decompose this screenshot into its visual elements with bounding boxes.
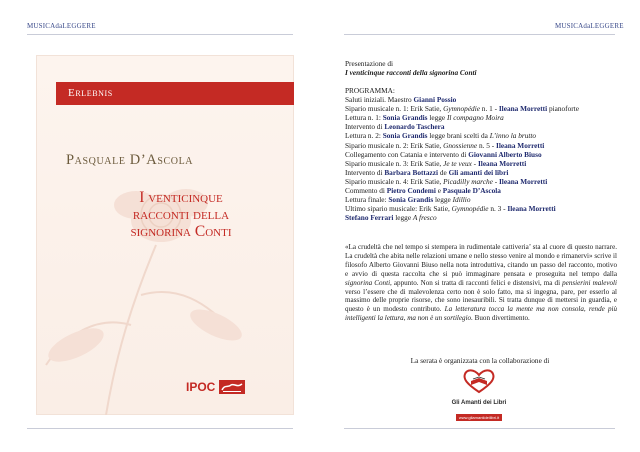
program-item-text: Ileana Morretti: [498, 176, 548, 186]
program-item: [345, 141, 615, 150]
program-item-text: Sonia Grandis: [382, 113, 428, 123]
program-item-text: Sipario musicale n. 3: Erik Satie,: [345, 158, 444, 168]
program-item-text: Pasquale D’Ascola: [442, 186, 501, 196]
program-item-text: Gymnopédie: [443, 104, 480, 114]
program-item-text: legge: [433, 195, 453, 205]
program-item-text: Ileana Morretti: [507, 204, 556, 214]
program-item-text: Ileana Morretti: [498, 104, 548, 114]
program-item-text: Pietro Condemi: [386, 186, 436, 196]
program-item-text: Ultimo sipario musicale: Erik Satie,: [345, 204, 452, 214]
program-item-text: Barbara Bottazzi: [384, 167, 439, 177]
program-item-text: Gymnopédie: [451, 204, 489, 214]
intro-heading: [345, 59, 615, 77]
program-item: [345, 113, 615, 122]
program-item-text: Il compagno Moira: [446, 113, 504, 123]
cover-title-line: I venticinque: [139, 189, 223, 206]
publisher-name: IPOC: [186, 380, 216, 394]
program-item-text: Sipario musicale n. 4: Erik Satie,: [345, 176, 444, 186]
program-heading: PROGRAMMA:: [345, 86, 395, 95]
quote-text: La letteratura tocca la mente ma non consola, rende più intelligenti la lettura, ma non è un sortilegio.: [345, 305, 618, 323]
program-item: [345, 159, 615, 168]
program-item-text: -: [492, 176, 499, 186]
program-item-text: n. 5 -: [477, 140, 497, 150]
program-item-text: Saluti iniziali. Maestro: [345, 95, 414, 105]
program-item: [345, 195, 615, 204]
program-item-text: Sonia Grandis: [382, 131, 428, 141]
program-item-text: Ileana Morretti: [477, 158, 527, 168]
header-rule-left: [27, 34, 293, 35]
program-item-text: legge: [427, 113, 447, 123]
program-item-text: Gianni Possio: [413, 95, 457, 105]
quote-text: signorina Conti: [345, 278, 391, 287]
program-item-text: n. 3 -: [488, 204, 508, 214]
footer-rule-left: [27, 428, 293, 429]
program-item-text: Lettura finale:: [345, 195, 389, 205]
program-item: [345, 95, 615, 104]
cover-title-line: racconti della: [132, 206, 230, 223]
program-item-text: legge brani scelti da: [427, 131, 490, 141]
cover-author: Pasquale D’Ascola: [66, 152, 194, 168]
program-item: [345, 213, 615, 222]
publisher-block: [186, 380, 245, 394]
program-item-text: Leonardo Taschera: [384, 122, 445, 132]
quote-paragraph: [345, 243, 617, 323]
header-rule-right: [344, 34, 615, 35]
book-cover: [36, 55, 294, 415]
cover-title: [76, 189, 286, 240]
cover-title-line: signorina Conti: [130, 223, 232, 240]
cover-series-label: Erlebnis: [68, 87, 113, 99]
quote-text: pensierini malevoli: [562, 278, 617, 287]
program-item: [345, 204, 615, 213]
program-item: [345, 186, 615, 195]
program-item-text: Picadilly marche: [443, 176, 493, 186]
program-item: [345, 177, 615, 186]
program-item-text: A fresco: [412, 213, 437, 223]
publisher-logo-icon: [219, 380, 245, 394]
partner-name: Gli Amanti dei Libri: [451, 400, 507, 406]
header-brand-left: MUSICAdaLEGGERE: [27, 22, 96, 30]
program-item-text: Commento di: [345, 186, 387, 196]
program-item: [345, 122, 615, 131]
header-brand-right: MUSICAdaLEGGERE: [555, 22, 624, 30]
heart-books-icon: [461, 368, 497, 394]
program-item-text: legge: [393, 213, 413, 223]
program-item-text: Sonia Grandis: [388, 195, 434, 205]
footer-rule-right: [344, 428, 615, 429]
program-item: [345, 104, 615, 113]
program-item-text: Sipario musicale n. 2: Erik Satie,: [345, 140, 444, 150]
program-item-text: -: [471, 158, 478, 168]
intro-book-title: I venticinque racconti della signorina Conti: [345, 68, 477, 78]
program-item: [345, 168, 615, 177]
quote-text: Buon divertimento.: [472, 314, 530, 323]
program-item-text: de: [438, 167, 449, 177]
program-item-text: L’inno la brutto: [489, 131, 537, 141]
program-item-text: Stefano Ferrari: [345, 213, 394, 223]
program-item-text: Intervento di: [345, 167, 385, 177]
program-item-text: Sipario musicale n. 1: Erik Satie,: [345, 104, 444, 114]
program-item-text: Lettura n. 1:: [345, 113, 383, 123]
program-item-text: Lettura n. 2:: [345, 131, 383, 141]
program-item-text: Gli amanti dei libri: [448, 167, 509, 177]
partner-url: www.gliamantideilibri.it: [456, 414, 502, 421]
program-section: [345, 86, 615, 222]
program-item-text: Ileana Morretti: [496, 140, 545, 150]
program-item: [345, 150, 615, 159]
program-item-text: Intervento di: [345, 122, 385, 132]
program-list: [345, 95, 615, 222]
collaboration-text: La serata è organizzata con la collaborazione di: [410, 356, 550, 365]
program-item-text: Idillio: [452, 195, 471, 205]
partner-logo-block: [440, 368, 518, 424]
program-item-text: pianoforte: [547, 104, 579, 114]
program-item-text: Je te veux: [443, 158, 472, 168]
quote-text: , appunto. Non si tratta di racconti felici e distensivi, ma di: [390, 278, 563, 287]
quote-text: verso l’essere che di malevolenza certo non è solo fatto, ma si ingegna, pare, per esserlo al massimo delle proprie risorse, che sono inesauribili. Si tratta dunque di mettersi in guardia, e questo è un modesto contributo.: [345, 287, 617, 314]
program-item-text: n. 1 -: [479, 104, 499, 114]
intro-line-1: Presentazione di: [345, 59, 394, 68]
program-item-text: e: [435, 186, 443, 196]
program-item-text: Gnossienne: [443, 140, 478, 150]
quote-text: «La crudeltà che nel tempo si stempera in rudimentale cattiveria’ sta al cuore di questo narrare. La crudeltà che abita nelle relazioni umane e nello stesso venire al mondo e rimanervi» scrive il filosofo Alberto Giovanni Biuso nella nota introduttiva, citando un passo del racconto, motivo e avvio di questa raccolta che si può immaginare pensata e proseguita nel tempo dalla: [345, 243, 617, 278]
program-item: [345, 131, 615, 140]
program-item-text: Collegamento con Catania e intervento di: [345, 149, 469, 159]
program-item-text: Giovanni Alberto Biuso: [468, 149, 542, 159]
